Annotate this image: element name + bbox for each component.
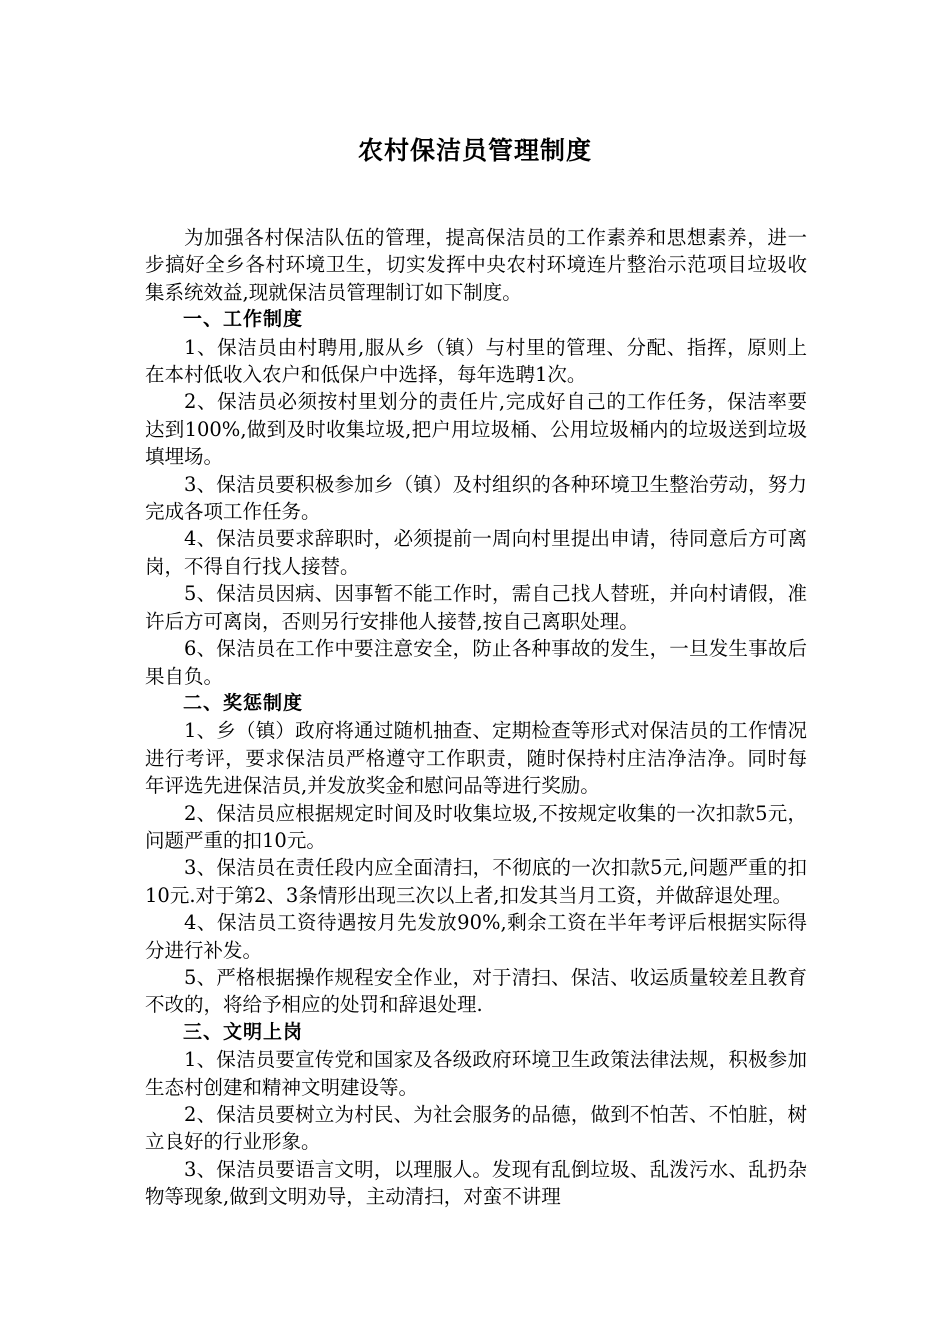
- page-title: 农村保洁员管理制度: [357, 136, 592, 165]
- list-item: 2、保洁员要树立为村民、为社会服务的品德，做到不怕苦、不怕脏，树立良好的行业形象。: [145, 1103, 807, 1154]
- section-work-rules: [145, 306, 807, 690]
- list-item: 5、严格根据操作规程安全作业，对于清扫、保洁、收运质量较差且教育不改的，将给予相应的处罚和辞退处理.: [145, 965, 807, 1017]
- section-heading: 三、文明上岗: [183, 1020, 304, 1043]
- intro-paragraph: 为加强各村保洁队伍的管理，提高保洁员的工作素养和思想素养，进一步搞好全乡各村环境卫生，切实发挥中央农村环境连片整治示范项目垃圾收集系统效益,现就保洁员管理制订如下制度。: [145, 226, 807, 304]
- list-item: 2、保洁员应根据规定时间及时收集垃圾,不按规定收集的一次扣款5元，问题严重的扣10元。: [145, 801, 807, 852]
- list-item: 4、保洁员工资待遇按月先发放90%,剩余工资在半年考评后根据实际得分进行补发。: [145, 911, 807, 962]
- section-civilized-work: [145, 1019, 807, 1211]
- list-item: 1、保洁员要宣传党和国家及各级政府环境卫生政策法律法规，积极参加生态村创建和精神文明建设等。: [145, 1048, 807, 1099]
- list-item: 4、保洁员要求辞职时，必须提前一周向村里提出申请，待同意后方可离岗，不得自行找人接替。: [145, 527, 807, 578]
- section-heading: 二、奖惩制度: [183, 691, 304, 714]
- list-item: 3、保洁员要积极参加乡（镇）及村组织的各种环境卫生整治劳动，努力完成各项工作任务。: [145, 472, 807, 524]
- list-item: 3、保洁员要语言文明，以理服人。发现有乱倒垃圾、乱泼污水、乱扔杂物等现象,做到文明劝导，主动清扫，对蛮不讲理: [145, 1157, 807, 1209]
- document-body: [145, 224, 807, 1211]
- list-item: 1、乡（镇）政府将通过随机抽查、定期检查等形式对保洁员的工作情况进行考评，要求保洁员严格遵守工作职责，随时保持村庄洁净洁净。同时每年评选先进保洁员,并发放奖金和慰问品等进行奖励。: [145, 719, 807, 798]
- list-item: 5、保洁员因病、因事暂不能工作时，需自己找人替班，并向村请假，准许后方可离岗，否则另行安排他人接替,按自己离职处理。: [145, 582, 807, 633]
- list-item: 3、保洁员在责任段内应全面清扫，不彻底的一次扣款5元,问题严重的扣10元.对于第2、3条情形出现三次以上者,扣发其当月工资，并做辞退处理。: [145, 856, 807, 907]
- section-heading: 一、工作制度: [183, 308, 304, 331]
- section-rewards-penalties: [145, 690, 807, 1019]
- list-item: 1、保洁员由村聘用,服从乡（镇）与村里的管理、分配、指挥，原则上在本村低收入农户和低保户中选择，每年选聘1次。: [145, 335, 807, 387]
- list-item: 2、保洁员必须按村里划分的责任片,完成好自己的工作任务，保洁率要达到100%,做到及时收集垃圾,把户用垃圾桶、公用垃圾桶内的垃圾送到垃圾填埋场。: [145, 390, 807, 469]
- list-item: 6、保洁员在工作中要注意安全，防止各种事故的发生，一旦发生事故后果自负。: [145, 637, 807, 688]
